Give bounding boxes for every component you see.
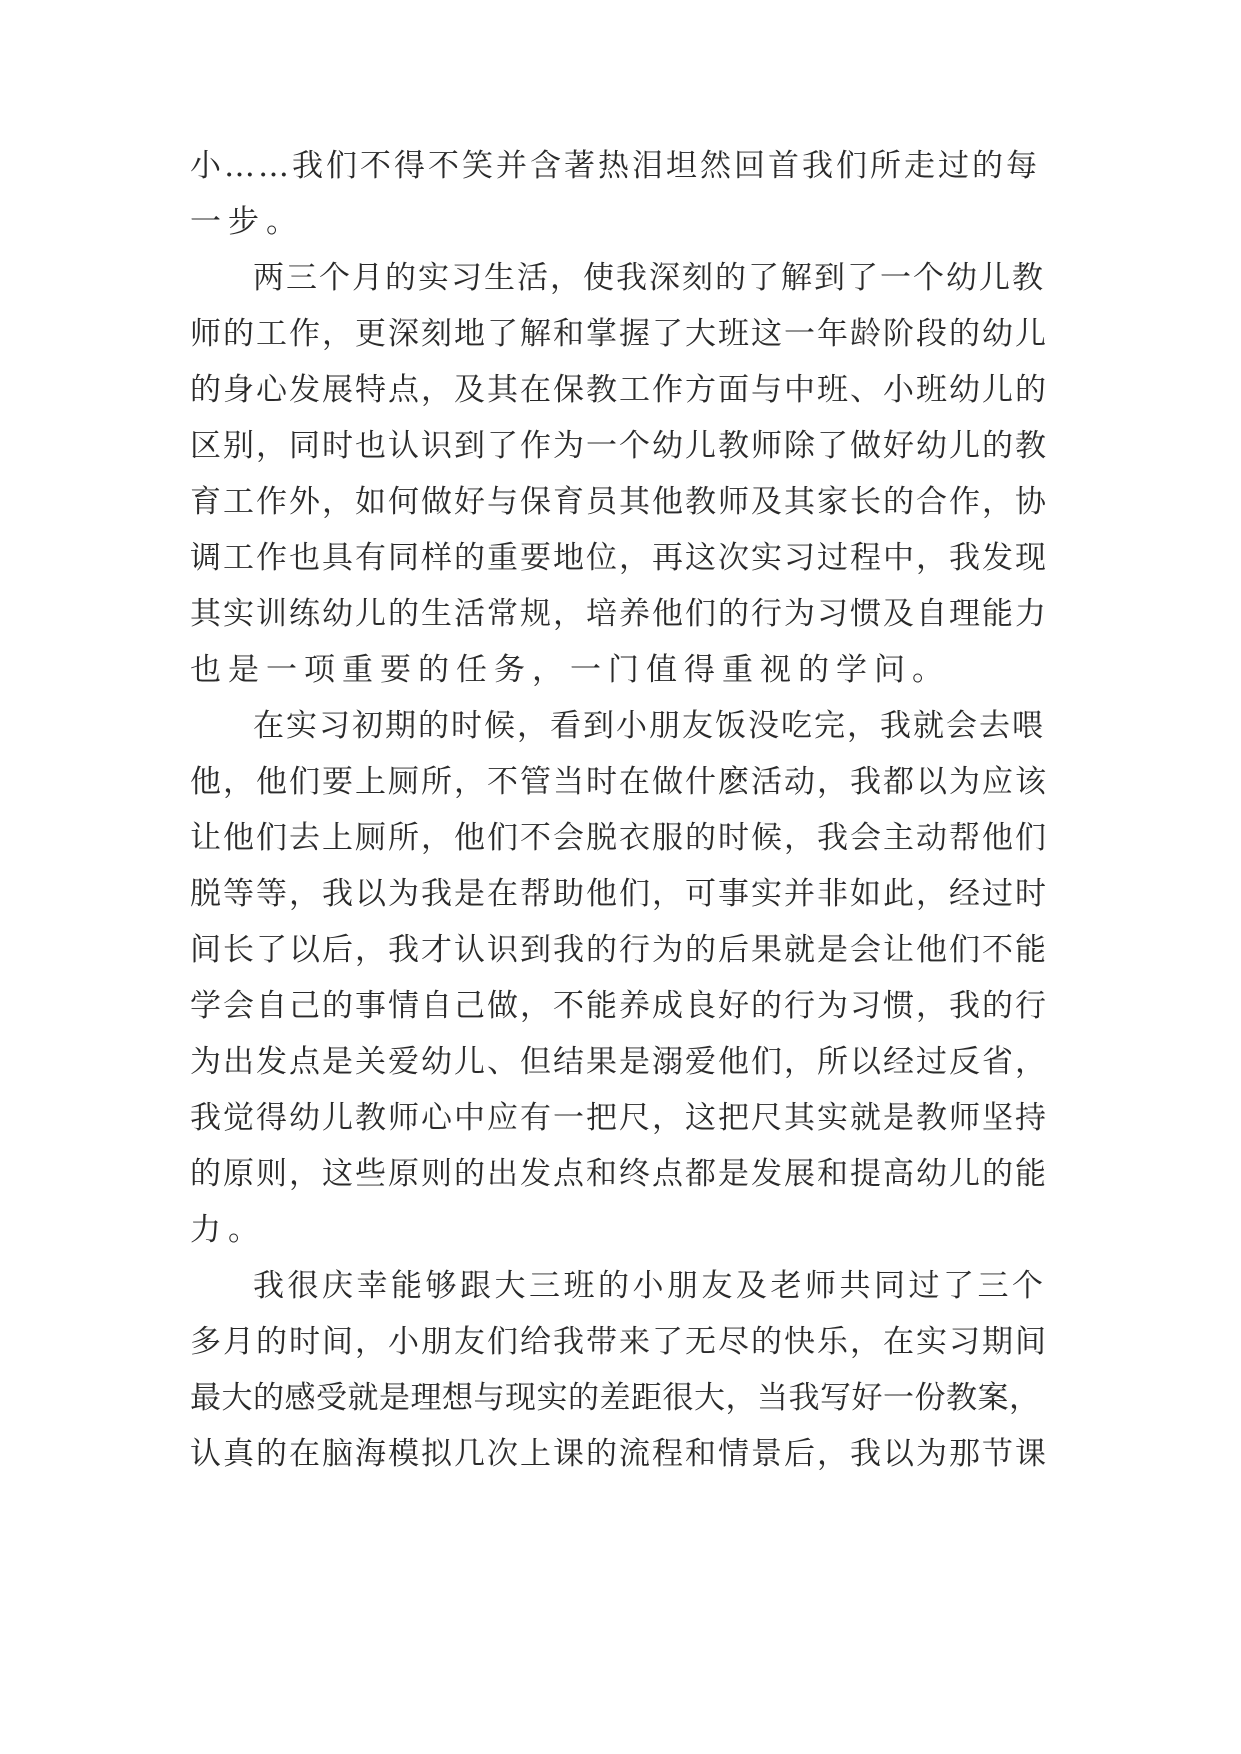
text-line: 学会自己的事情自己做，不能养成良好的行为习惯，我的行 <box>190 988 1048 1024</box>
text-line: 也是一项重要的任务，一门值得重视的学问。 <box>190 652 950 688</box>
text-line: 区别，同时也认识到了作为一个幼儿教师除了做好幼儿的教 <box>190 428 1048 464</box>
paragraph-first-line: 我很庆幸能够跟大三班的小朋友及老师共同过了三个 <box>253 1268 1047 1304</box>
text-line: 的身心发展特点，及其在保教工作方面与中班、小班幼儿的 <box>190 372 1048 408</box>
text-line: 小……我们不得不笑并含著热泪坦然回首我们所走过的每 <box>190 148 1040 184</box>
paragraph-first-line: 两三个月的实习生活，使我深刻的了解到了一个幼儿教 <box>253 260 1045 296</box>
text-line: 的原则，这些原则的出发点和终点都是发展和提高幼儿的能 <box>190 1156 1048 1192</box>
text-line: 让他们去上厕所，他们不会脱衣服的时候，我会主动帮他们 <box>190 820 1048 856</box>
text-line: 其实训练幼儿的生活常规，培养他们的行为习惯及自理能力 <box>190 596 1048 632</box>
text-line: 他，他们要上厕所，不管当时在做什麽活动，我都以为应该 <box>190 764 1048 800</box>
text-line: 脱等等，我以为我是在帮助他们，可事实并非如此，经过时 <box>190 876 1048 912</box>
text-line: 一步。 <box>190 204 304 240</box>
text-line: 为出发点是关爱幼儿、但结果是溺爱他们，所以经过反省， <box>190 1044 1048 1080</box>
text-line: 多月的时间，小朋友们给我带来了无尽的快乐，在实习期间 <box>190 1324 1048 1360</box>
text-line: 师的工作，更深刻地了解和掌握了大班这一年龄阶段的幼儿 <box>190 316 1048 352</box>
text-line: 间长了以后，我才认识到我的行为的后果就是会让他们不能 <box>190 932 1048 968</box>
text-line: 认真的在脑海模拟几次上课的流程和情景后，我以为那节课 <box>190 1436 1048 1472</box>
text-line: 最大的感受就是理想与现实的差距很大，当我写好一份教案， <box>190 1380 1041 1416</box>
paragraph-first-line: 在实习初期的时候，看到小朋友饭没吃完，我就会去喂 <box>253 708 1045 744</box>
text-line: 调工作也具有同样的重要地位，再这次实习过程中，我发现 <box>190 540 1048 576</box>
text-line: 我觉得幼儿教师心中应有一把尺，这把尺其实就是教师坚持 <box>190 1100 1048 1136</box>
text-line: 育工作外，如何做好与保育员其他教师及其家长的合作，协 <box>190 484 1048 520</box>
text-line: 力。 <box>190 1212 266 1248</box>
